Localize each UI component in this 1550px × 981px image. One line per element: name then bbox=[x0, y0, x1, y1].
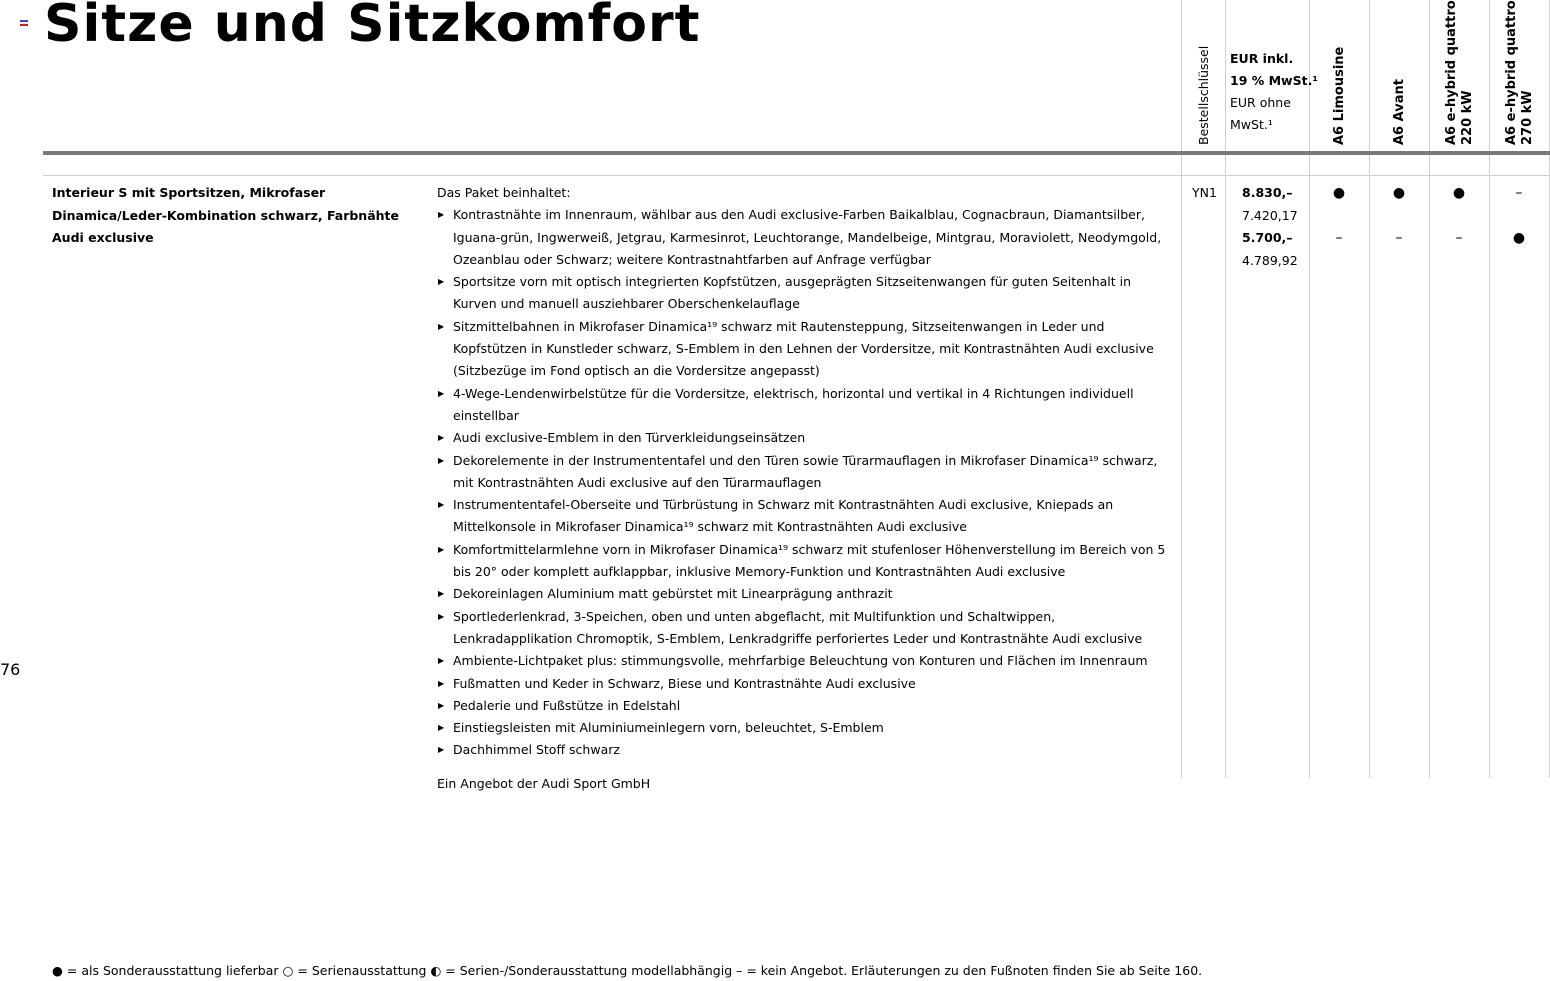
list-item: ▶ Instrumententafel-Oberseite und Türbrüstung in Schwarz mit Kontrastnähten Audi exclusive, Kniepads an Mittelkonsole in Mikrofaser Dinamica¹⁹ schwarz mit Kontrastnähten Audi exclusive bbox=[437, 494, 1177, 539]
list-item: ▶ Einstiegsleisten mit Aluminiumeinlegern vorn, beleuchtet, S-Emblem bbox=[437, 717, 1177, 739]
list-item: ▶ Pedalerie und Fußstütze in Edelstahl bbox=[437, 695, 1177, 717]
availability-mark: ● bbox=[1392, 185, 1406, 201]
model-header-a6-limousine: A6 Limousine bbox=[1332, 46, 1347, 145]
price-values bbox=[1242, 182, 1298, 272]
page-number: 76 bbox=[0, 660, 21, 679]
price-header: EUR inkl. 19 % MwSt.¹ EUR ohne MwSt.¹ bbox=[1230, 51, 1318, 132]
availability-mark: ● bbox=[1452, 185, 1466, 201]
list-item: ▶ Kontrastnähte im Innenraum, wählbar aus den Audi exclusive-Farben Baikalblau, Cognacbraun, Diamantsilber, Iguana-grün, Ingwerweiß, Jetgrau, Karmesinrot, Leuchtorange, Mandelbeige, Mintgrau, Moraviolett, Neodymgold, Ozeanblau oder Schwarz; weitere Kontrastnahtfarben auf Anfrage verfügbar bbox=[437, 204, 1177, 271]
page-title: Sitze und Sitzkomfort bbox=[44, 0, 701, 54]
list-item: ▶ Dekorelemente in der Instrumententafel und den Türen sowie Türarmauflagen in Mikrofaser Dinamica¹⁹ schwarz, mit Kontrastnähten Audi exclusive auf den Türarmauflagen bbox=[437, 450, 1177, 495]
offer-note: Ein Angebot der Audi Sport GmbH bbox=[437, 775, 651, 791]
price-gross: 5.700,– bbox=[1242, 230, 1293, 245]
availability-mark: – bbox=[1455, 230, 1463, 246]
list-item: ▶ Komfortmittelarmlehne vorn in Mikrofaser Dinamica¹⁹ schwarz mit stufenloser Höhenverstellung im Bereich von 5 bis 20° oder komplett aufklappbar, inklusive Memory-Funktion und Kontrastnähten Audi exclusive bbox=[437, 539, 1177, 584]
order-key-header: Bestellschlüssel bbox=[1196, 45, 1211, 145]
column-divider bbox=[1489, 0, 1490, 778]
list-item: ▶ Dachhimmel Stoff schwarz bbox=[437, 739, 1177, 761]
column-divider bbox=[1225, 0, 1226, 778]
availability-mark: ● bbox=[1512, 230, 1526, 246]
availability-mark: – bbox=[1515, 185, 1523, 201]
price-gross: 8.830,– bbox=[1242, 185, 1293, 200]
item-title: Interieur S mit Sportsitzen, Mikrofaser Dinamica/Leder-Kombination schwarz, Farbnähte Audi exclusive bbox=[52, 185, 399, 245]
model-header-ehybrid-220: A6 e-hybrid quattro 220 kW bbox=[1444, 0, 1475, 145]
model-header-a6-avant: A6 Avant bbox=[1392, 79, 1407, 145]
model-header-ehybrid-270: A6 e-hybrid quattro 270 kW bbox=[1504, 0, 1535, 145]
list-item: ▶ Fußmatten und Keder in Schwarz, Biese und Kontrastnähte Audi exclusive bbox=[437, 673, 1177, 695]
legend: ● = als Sonderausstattung lieferbar ○ = Serienausstattung ◐ = Serien-/Sonderausstattung modellabhängig – = kein Angebot. Erläuterungen zu den Fußnoten finden Sie ab Seite 160. bbox=[52, 963, 1203, 978]
bullet-list bbox=[437, 204, 1177, 761]
list-item: ▶ Ambiente-Lichtpaket plus: stimmungsvolle, mehrfarbige Beleuchtung von Konturen und Flächen im Innenraum bbox=[437, 650, 1177, 672]
column-divider bbox=[1369, 0, 1370, 778]
price-net: 4.789,92 bbox=[1242, 252, 1298, 268]
list-item: ▶ Dekoreinlagen Aluminium matt gebürstet mit Linearprägung anthrazit bbox=[437, 583, 1177, 605]
header-rule bbox=[43, 151, 1550, 155]
list-item: ▶ Sportsitze vorn mit optisch integrierten Kopfstützen, ausgeprägten Sitzseitenwangen für guten Seitenhalt in Kurven und manuell ausziehbarer Oberschenkelauflage bbox=[437, 271, 1177, 316]
availability-mark: – bbox=[1335, 230, 1343, 246]
column-divider bbox=[1429, 0, 1430, 778]
list-item: ▶ 4-Wege-Lendenwirbelstütze für die Vordersitze, elektrisch, horizontal und vertikal in 4 Richtungen individuell einstellbar bbox=[437, 383, 1177, 428]
flag-icon bbox=[20, 20, 28, 26]
list-item: ▶ Sportlederlenkrad, 3-Speichen, oben und unten abgeflacht, mit Multifunktion und Schaltwippen, Lenkradapplikation Chromoptik, S-Emblem, Lenkradgriffe perforiertes Leder und Kontrastnähte Audi exclusive bbox=[437, 606, 1177, 651]
list-item: ▶ Sitzmittelbahnen in Mikrofaser Dinamica¹⁹ schwarz mit Rautensteppung, Sitzseitenwangen in Leder und Kopfstützen in Kunstleder schwarz, S-Emblem in den Lehnen der Vordersitze, mit Kontrastnähten Audi exclusive (Sitzbezüge im Fond optisch an die Vordersitze angepasst) bbox=[437, 316, 1177, 383]
order-key-value: YN1 bbox=[1192, 185, 1217, 200]
price-net: 7.420,17 bbox=[1242, 207, 1298, 223]
availability-mark: ● bbox=[1332, 185, 1346, 201]
item-description bbox=[437, 182, 1177, 795]
column-divider bbox=[1181, 0, 1182, 778]
availability-mark: – bbox=[1395, 230, 1403, 246]
row-rule bbox=[43, 175, 1550, 176]
description-intro: Das Paket beinhaltet: bbox=[437, 185, 571, 200]
list-item: ▶ Audi exclusive-Emblem in den Türverkleidungseinsätzen bbox=[437, 427, 1177, 449]
